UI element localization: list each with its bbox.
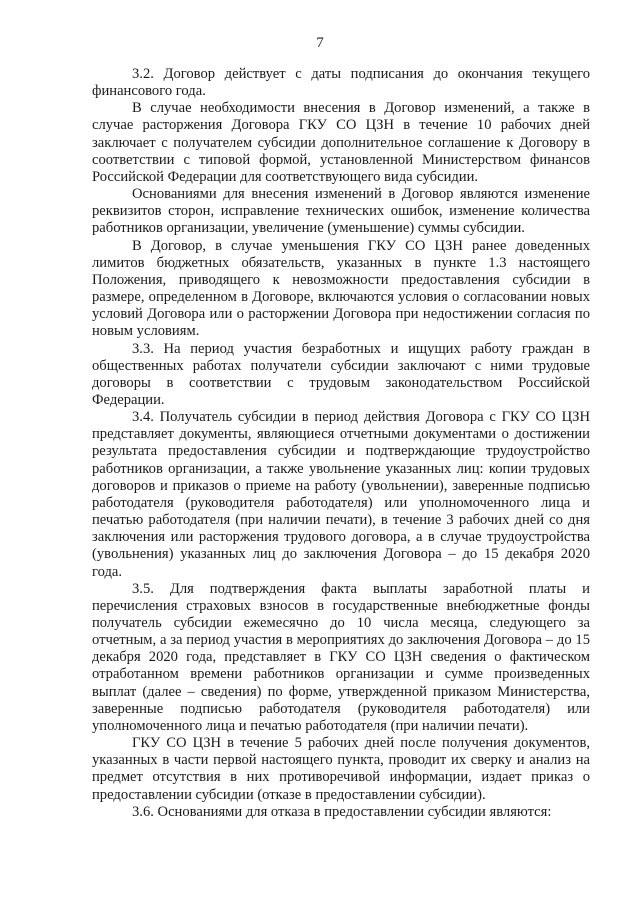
paragraph-3-3: 3.3. На период участия безработных и ищущих работу граждан в общественных работах получатели субсидии заключают с ними трудовые договоры в соответствии с трудовым законодательством Российской Федерации. bbox=[92, 340, 590, 408]
document-body bbox=[92, 66, 590, 821]
paragraph-3-4: 3.4. Получатель субсидии в период действия Договора с ГКУ СО ЦЗН представляет документы, являющиеся отчетными документами о достижении результата предоставления субсидии и подтверждающие трудоустройство работников организации, а также увольнение указанных лиц: копии трудовых договоров и приказов о приеме на работу (увольнении), заверенные подписью работодателя (руководителя работодателя) или уполномоченного лица и печатью работодателя (при наличии печати), в течение 3 рабочих дней со дня заключения или расторжения трудового договора, а в случае трудоустройства (увольнения) указанных лиц до заключения Договора – до 15 декабря 2020 года. bbox=[92, 409, 590, 580]
page-number: 7 bbox=[316, 35, 324, 51]
paragraph-amendments: В случае необходимости внесения в Договор изменений, а также в случае расторжения Договора ГКУ СО ЦЗН в течение 10 рабочих дней заключает с получателем субсидии дополнительное соглашение к Договору в соответствии с типовой формой, установленной Министерством финансов Российской Федерации для соответствующего вида субсидии. bbox=[92, 100, 590, 185]
paragraph-3-2: 3.2. Договор действует с даты подписания до окончания текущего финансового года. bbox=[92, 66, 590, 100]
paragraph-3-6: 3.6. Основаниями для отказа в предоставлении субсидии являются: bbox=[132, 803, 552, 820]
paragraph-reconciliation: ГКУ СО ЦЗН в течение 5 рабочих дней после получения документов, указанных в части первой настоящего пункта, проводит их сверку и анализ на предмет отсутствия в них противоречивой информации, издает приказ о предоставлении субсидии (отказе в предоставлении субсидии). bbox=[92, 735, 590, 803]
paragraph-limit-reduction: В Договор, в случае уменьшения ГКУ СО ЦЗН ранее доведенных лимитов бюджетных обязательств, указанных в пункте 1.3 настоящего Положения, приводящего к невозможности предоставления субсидии в размере, определенном в Договоре, включаются условия о согласовании новых условий Договора или о расторжении Договора при недостижении согласия по новым условиям. bbox=[92, 237, 590, 340]
paragraph-grounds-for-amendments: Основаниями для внесения изменений в Договор являются изменение реквизитов сторон, исправление технических ошибок, изменение количества работников организации, увеличение (уменьшение) суммы субсидии. bbox=[92, 186, 590, 237]
paragraph-3-5: 3.5. Для подтверждения факта выплаты заработной платы и перечисления страховых взносов в государственные внебюджетные фонды получатель субсидии ежемесячно до 10 числа месяца, следующего за отчетным, а за период участия в мероприятиях до заключения Договора – до 15 декабря 2020 года, представляет в ГКУ СО ЦЗН сведения о фактическом отработанном времени работников организации и сумме произведенных выплат (далее – сведения) по форме, утвержденной приказом Министерства, заверенные подписью работодателя (руководителя работодателя) или уполномоченного лица и печатью работодателя (при наличии печати). bbox=[92, 580, 590, 734]
